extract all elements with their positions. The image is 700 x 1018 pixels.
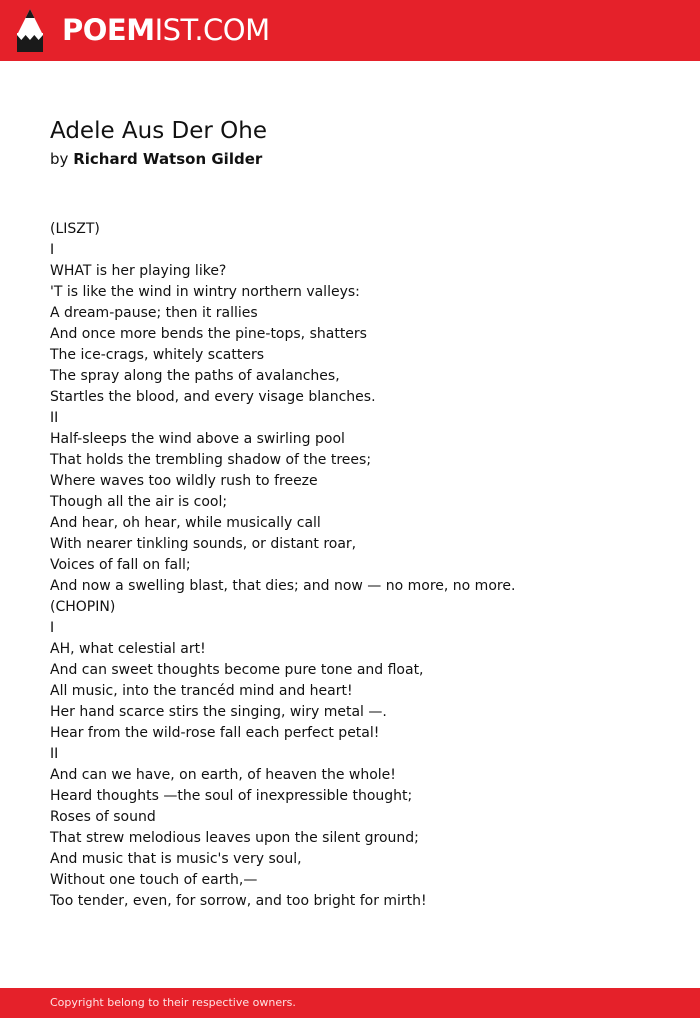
poem-line: Hear from the wild-rose fall each perfect petal! xyxy=(50,725,380,741)
poem-line: All music, into the trancéd mind and heart! xyxy=(50,683,353,699)
poem-line: Without one touch of earth,— xyxy=(50,872,258,888)
poem-line: That strew melodious leaves upon the silent ground; xyxy=(50,830,419,846)
poem-line: The spray along the paths of avalanches, xyxy=(50,368,340,384)
poem-line: The ice-crags, whitely scatters xyxy=(50,347,265,363)
brand-bold: POEM xyxy=(62,13,155,47)
poem-line: WHAT is her playing like? xyxy=(50,263,227,279)
poem-line: (CHOPIN) xyxy=(50,599,116,615)
poem-line: Half-sleeps the wind above a swirling pool xyxy=(50,431,345,447)
poem-line: I xyxy=(50,242,55,258)
poem-line: Heard thoughts —the soul of inexpressible thought; xyxy=(50,788,413,804)
poem-title: Adele Aus Der Ohe xyxy=(50,118,267,144)
poem-line: With nearer tinkling sounds, or distant roar, xyxy=(50,536,357,552)
site-logo[interactable] xyxy=(62,13,270,47)
by-prefix: by xyxy=(50,150,69,168)
brand-light: IST.COM xyxy=(154,13,270,47)
poem-body xyxy=(50,219,515,912)
poem-line: AH, what celestial art! xyxy=(50,641,206,657)
poem-line: I xyxy=(50,620,55,636)
copyright-notice: Copyright belong to their respective owners. xyxy=(50,996,296,1009)
site-footer xyxy=(0,988,700,1018)
site-header xyxy=(0,0,700,61)
byline xyxy=(50,149,262,169)
poem-line: A dream-pause; then it rallies xyxy=(50,305,258,321)
poem-line: Where waves too wildly rush to freeze xyxy=(50,473,318,489)
poem-line: And music that is music's very soul, xyxy=(50,851,302,867)
poem-line: Her hand scarce stirs the singing, wiry metal —. xyxy=(50,704,387,720)
pencil-tip-icon[interactable] xyxy=(17,9,43,52)
poem-line: And hear, oh hear, while musically call xyxy=(50,515,321,531)
poem-line: Though all the air is cool; xyxy=(50,494,228,510)
poem-line: 'T is like the wind in wintry northern valleys: xyxy=(50,284,360,300)
author-name: Richard Watson Gilder xyxy=(73,150,263,168)
poem-line: That holds the trembling shadow of the trees; xyxy=(50,452,372,468)
poem-line: And once more bends the pine-tops, shatters xyxy=(50,326,367,342)
poem-line: And can we have, on earth, of heaven the whole! xyxy=(50,767,396,783)
poem-line: (LISZT) xyxy=(50,221,100,237)
poem-line: And now a swelling blast, that dies; and now — no more, no more. xyxy=(50,578,516,594)
poem-line: And can sweet thoughts become pure tone and float, xyxy=(50,662,424,678)
poem-line: Startles the blood, and every visage blanches. xyxy=(50,389,376,405)
poem-line: Roses of sound xyxy=(50,809,156,825)
poem-line: Too tender, even, for sorrow, and too bright for mirth! xyxy=(50,893,427,909)
poem-line: II xyxy=(50,746,59,762)
poem-line: Voices of fall on fall; xyxy=(50,557,191,573)
poem-line: II xyxy=(50,410,59,426)
